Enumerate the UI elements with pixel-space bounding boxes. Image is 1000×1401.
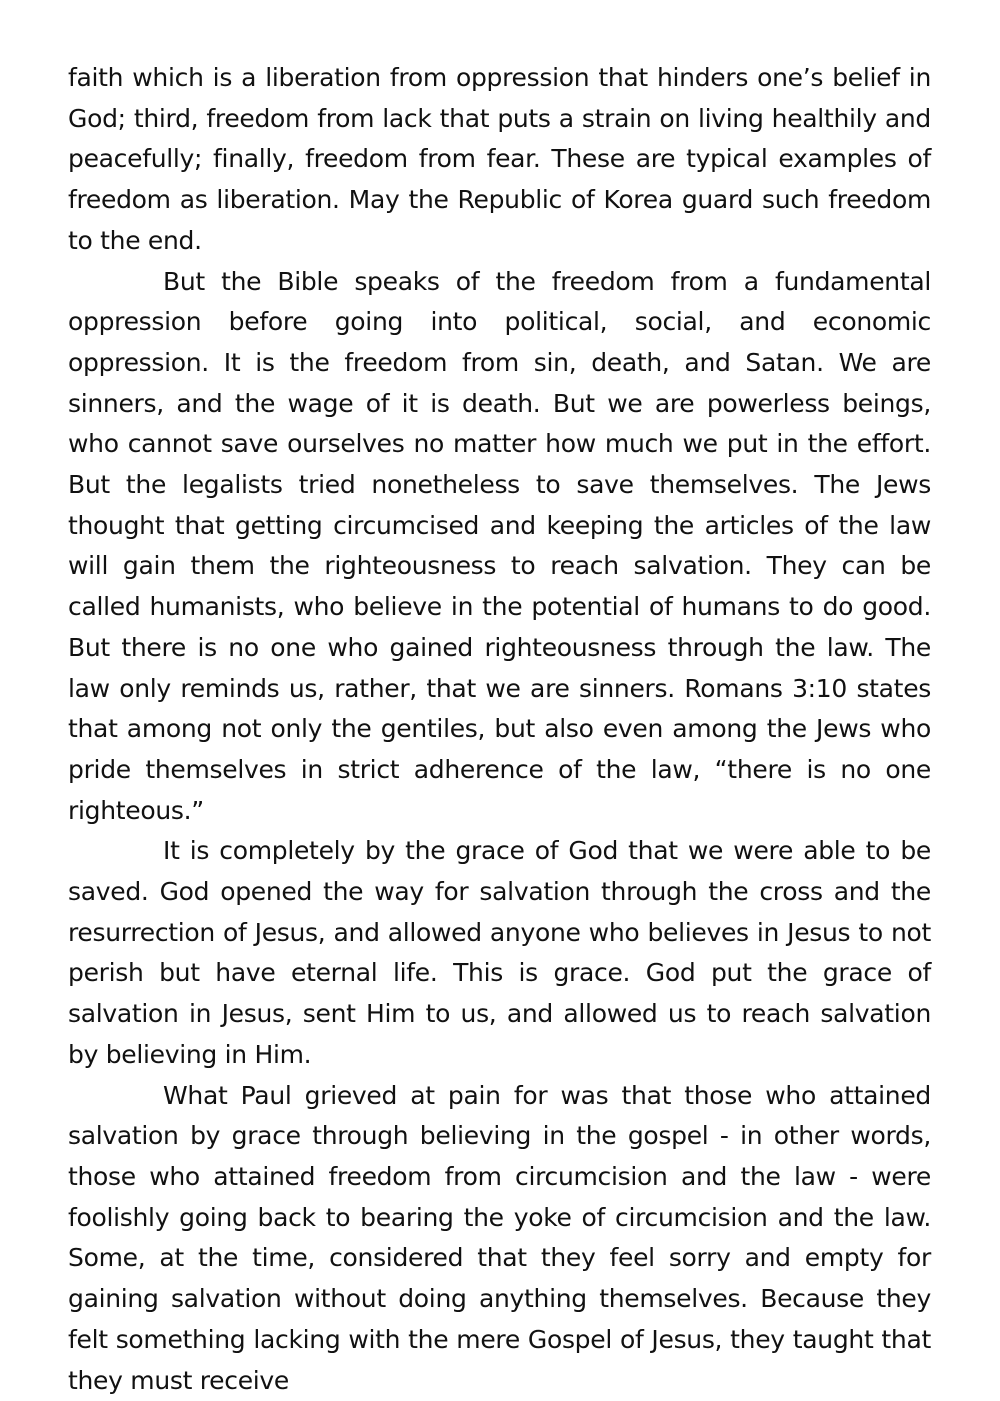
paragraph-4: What Paul grieved at pain for was that those who attained salvation by grace through believing in the gospel - in other words, those who attained freedom from circumcision and the law - were foolishly going back to bearing the yoke of circumcision and the law. Some, at the time, considered that they feel sorry and empty for gaining salvation without doing anything themselves. Because they felt something lacking with the mere Gospel of Jesus, they taught that they must receive	[68, 1080, 931, 1395]
document-page	[68, 58, 931, 1401]
paragraph-3: It is completely by the grace of God that we were able to be saved. God opened the way for salvation through the cross and the resurrection of Jesus, and allowed anyone who believes in Jesus to not perish but have eternal life. This is grace. God put the grace of salvation in Jesus, sent Him to us, and allowed us to reach salvation by believing in Him.	[68, 836, 931, 1069]
paragraph-2: But the Bible speaks of the freedom from a fundamental oppression before going into political, social, and economic oppression. It is the freedom from sin, death, and Satan. We are sinners, and the wage of it is death. But we are powerless beings, who cannot save ourselves no matter how much we put in the effort. But the legalists tried nonetheless to save themselves. The Jews thought that getting circumcised and keeping the articles of the law will gain them the righteousness to reach salvation. They can be called humanists, who believe in the potential of humans to do good. But there is no one who gained righteousness through the law. The law only reminds us, rather, that we are sinners. Romans 3:10 states that among not only the gentiles, but also even among the Jews who pride themselves in strict adherence of the law, “there is no one righteous.”	[68, 266, 931, 825]
paragraph-1: faith which is a liberation from oppression that hinders one’s belief in God; third, freedom from lack that puts a strain on living healthily and peacefully; finally, freedom from fear. These are typical examples of freedom as liberation. May the Republic of Korea guard such freedom to the end.	[68, 63, 931, 255]
